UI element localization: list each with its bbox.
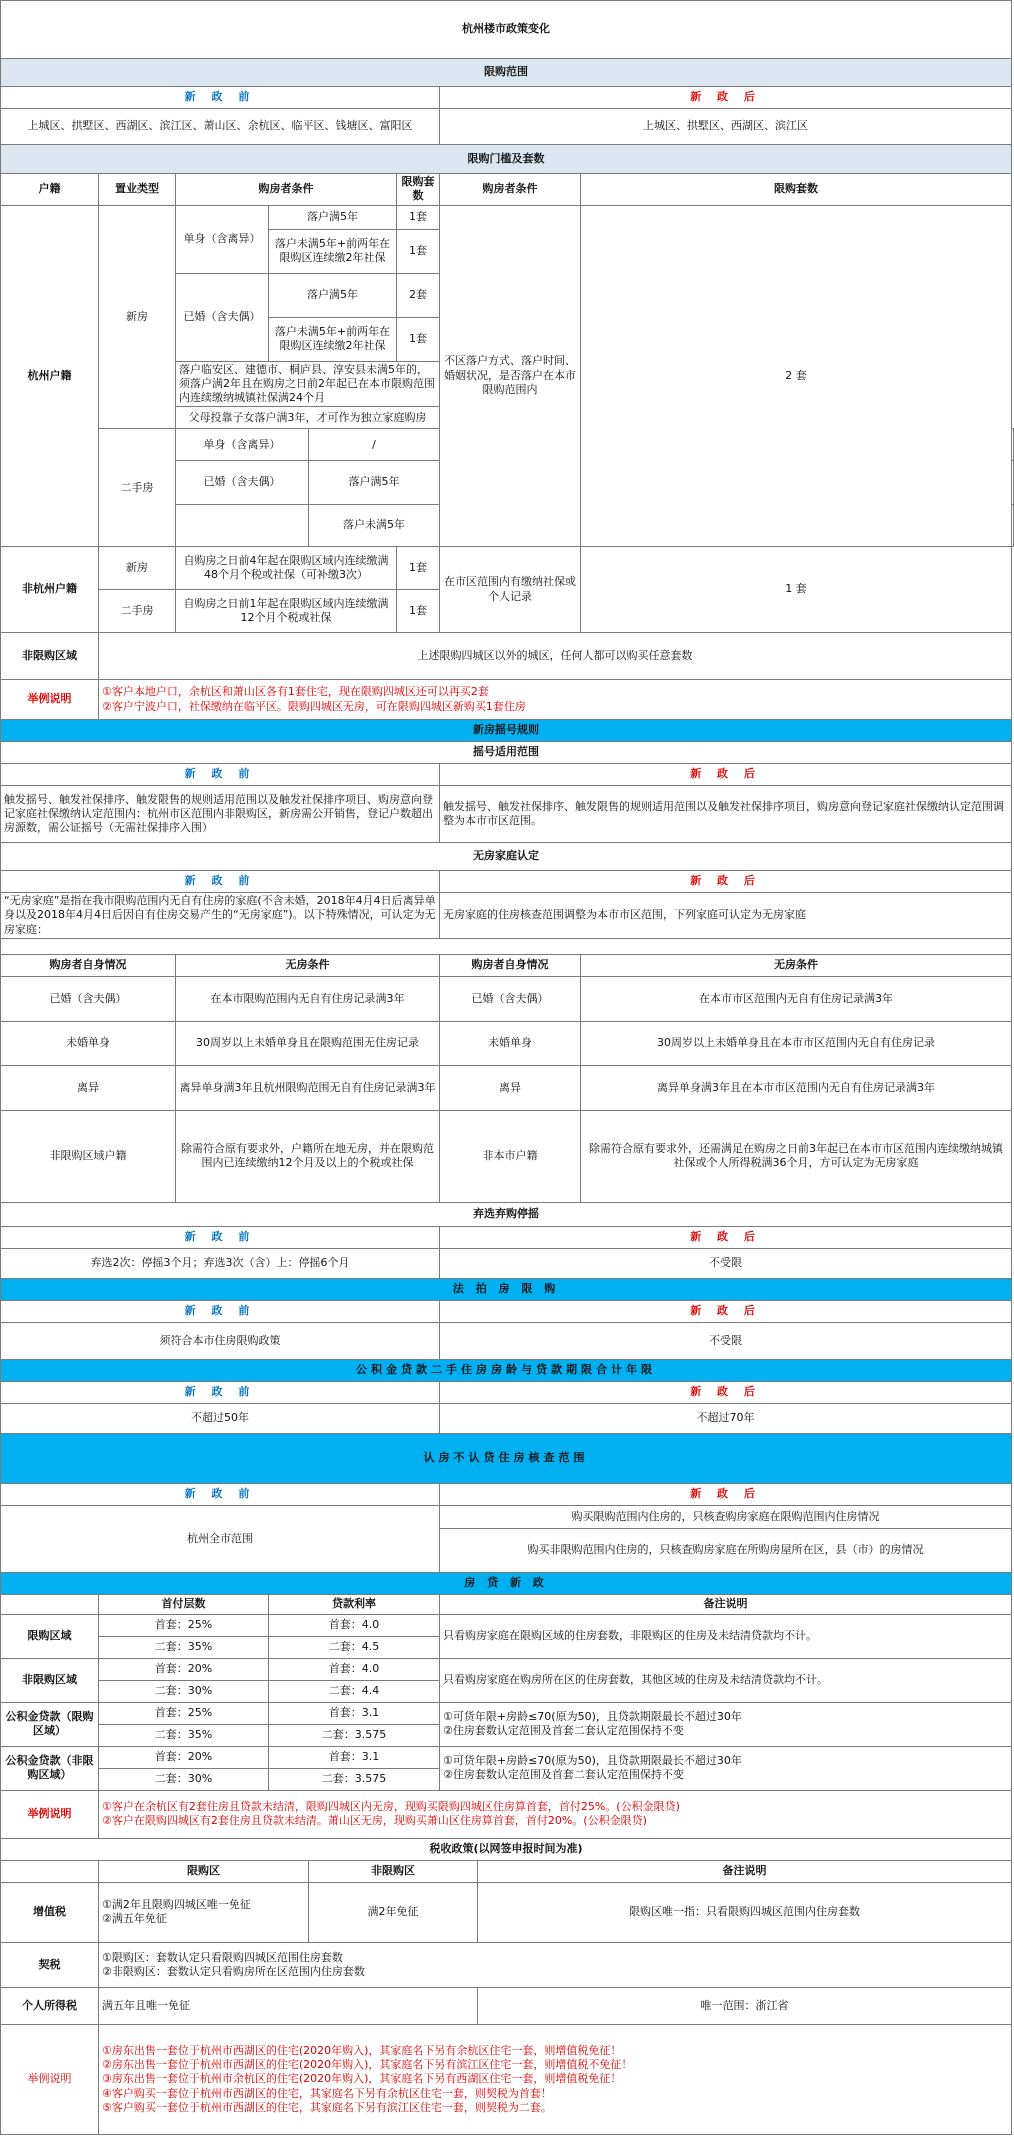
label-after: 新 政 后 [440, 87, 1012, 109]
tax-header-nonlimit: 非限购区 [309, 1860, 478, 1882]
nohouse-row-after: 已婚（含夫偶） [440, 976, 581, 1021]
section-fund-loan-title: 公积金贷款二手住房房龄与贷款期限合计年限 [1, 1359, 1012, 1381]
mortgage-fund-limit-note [440, 1702, 1012, 1746]
nonhz-new-cond: 自购房之日前4年起在限购区域内连续缴满48个月个税或社保（可补缴3次） [176, 547, 397, 590]
nohouse-header-condition-after: 无房条件 [581, 954, 1012, 976]
mortgage-down: 首套：20% [99, 1746, 269, 1768]
mortgage-down: 二套：35% [99, 1724, 269, 1746]
nohouse-spacer [1, 938, 1012, 954]
fund-loan-after: 不超过70年 [440, 1403, 1012, 1433]
hz2-married-5y-count [1012, 461, 1014, 505]
section-lottery-title: 新房摇号规则 [1, 720, 1012, 742]
nonlimit-label: 非限购区域 [1, 633, 99, 680]
nohouse-row-cond: 离异单身满3年且杭州限购范围无自有住房记录满3年 [176, 1065, 440, 1110]
mortgage-nonlimit-label: 非限购区域 [1, 1658, 99, 1702]
hz2-married: 已婚（含夫偶） [176, 461, 309, 505]
tax-vat-note: 限购区唯一指：只看限购四城区范围内住房套数 [478, 1882, 1012, 1942]
hz-parent-condition: 父母投靠子女落户满3年，才可作为独立家庭购房 [176, 407, 440, 429]
tax-deed-1: ①限购区：套数认定只看限购四城区范围住房套数 [102, 1950, 343, 1964]
hz-single-5y-count: 1套 [397, 205, 440, 229]
header-count: 限购套数 [397, 174, 440, 206]
mortgage-down: 首套：20% [99, 1658, 269, 1680]
tax-vat-limit-2: ②满五年免征 [102, 1912, 167, 1926]
threshold-example-2: ②客户宁波户口，社保缴纳在临平区。限购四城区无房，可在限购四城区新购买1套住房 [102, 699, 526, 713]
tax-example-item: ④客户购买一套位于杭州市西湖区的住宅，其家庭名下另有余杭区住宅一套，则契税为首套！ [102, 2086, 552, 2100]
nonhz-second: 二手房 [99, 590, 176, 633]
hz2-single: 单身（含离异） [176, 429, 309, 461]
hz-married: 已婚（含夫偶） [176, 273, 269, 361]
tax-header-limit: 限购区 [99, 1860, 309, 1882]
auction-before: 须符合本市住房限购政策 [1, 1322, 440, 1359]
fund-loan-before: 不超过50年 [1, 1403, 440, 1433]
mortgage-down: 二套：30% [99, 1768, 269, 1790]
mortgage-rate: 二套：3.575 [269, 1768, 440, 1790]
header-type: 置业类型 [99, 174, 176, 206]
mortgage-limit-label: 限购区域 [1, 1614, 99, 1658]
section-nohouse-title: 无房家庭认定 [1, 843, 1012, 871]
nohouse-row-cond-after: 30周岁以上未婚单身且在本市市区范围内无自有住房记录 [581, 1021, 1012, 1065]
mortgage-rate: 首套：4.0 [269, 1658, 440, 1680]
label-after: 新 政 后 [440, 1381, 1012, 1403]
mortgage-fund-note-1: ①可货年限+房龄≤70(原为50)，且贷款期限最长不超过30年 [443, 1710, 742, 1724]
mortgage-header-blank [1, 1594, 99, 1614]
mortgage-rate: 首套：3.1 [269, 1746, 440, 1768]
nohouse-header-situation-after: 购房者自身情况 [440, 954, 581, 976]
label-before: 新 政 前 [1, 764, 440, 786]
page-title: 杭州楼市政策变化 [1, 1, 1012, 59]
hz-married-5y-count: 2套 [397, 273, 440, 317]
nohouse-header-condition: 无房条件 [176, 954, 440, 976]
label-before: 新 政 前 [1, 1300, 440, 1322]
nohouse-row-after: 离异 [440, 1065, 581, 1110]
hz2-single-cond: / [309, 429, 440, 461]
mortgage-rate: 首套：4.0 [269, 1614, 440, 1636]
mortgage-example-label: 举例说明 [1, 1790, 99, 1838]
nonhz-hukou: 非杭州户籍 [1, 547, 99, 633]
threshold-example-label: 举例说明 [1, 680, 99, 720]
after-nonhz-count: 1 套 [581, 547, 1012, 633]
lottery-sub-title: 摇号适用范围 [1, 742, 1012, 764]
mortgage-header-rate: 贷款利率 [269, 1594, 440, 1614]
nonhz-second-count: 1套 [397, 590, 440, 633]
hz2-married-not5y-count [1012, 505, 1014, 547]
section-tax-title: 税收政策(以网签申报时间为准) [1, 1838, 1012, 1860]
mortgage-header-note: 备注说明 [440, 1594, 1012, 1614]
after-nonhz-condition: 在市区范围内有缴纳社保或个人记录 [440, 547, 581, 633]
hz-married-partial: 落户未满5年+前两年在限购区连续缴2年社保 [269, 317, 397, 361]
mortgage-fund-note-1: ①可货年限+房龄≤70(原为50)，且贷款期限最长不超过30年 [443, 1754, 742, 1768]
tax-deed-2: ②非限购区：套数认定只看购房所在区范围内住房套数 [102, 1964, 365, 1978]
mortgage-down: 首套：25% [99, 1614, 269, 1636]
hz-single-partial: 落户未满5年+前两年在限购区连续缴2年社保 [269, 229, 397, 273]
mortgage-down: 二套：30% [99, 1680, 269, 1702]
hz-married-5y: 落户满5年 [269, 273, 397, 317]
hz-second: 二手房 [99, 429, 176, 547]
auction-after: 不受限 [440, 1322, 1012, 1359]
header-count-after: 限购套数 [581, 174, 1012, 206]
nohouse-row: 离异 [1, 1065, 176, 1110]
tax-example-label: 举例说明 [1, 2024, 99, 2134]
mortgage-fund-nonlimit-note [440, 1746, 1012, 1790]
nonhz-new: 新房 [99, 547, 176, 590]
nonhz-new-count: 1套 [397, 547, 440, 590]
label-after: 新 政 后 [440, 871, 1012, 893]
abandon-before: 弃选2次：停摇3个月；弃选3次（含）上：停摇6个月 [1, 1248, 440, 1278]
nohouse-row-cond-after: 离异单身满3年且在本市市区范围内无自有住房记录满3年 [581, 1065, 1012, 1110]
tax-header-note: 备注说明 [478, 1860, 1012, 1882]
tax-example-item: ⑤客户购买一套位于杭州市西湖区的住宅，其家庭名下另有滨江区住宅一套，则契税为二套。 [102, 2100, 552, 2114]
mortgage-down: 二套：35% [99, 1636, 269, 1658]
label-after: 新 政 后 [440, 1226, 1012, 1248]
label-before: 新 政 前 [1, 1226, 440, 1248]
tax-pit-rule: 满五年且唯一免征 [99, 1987, 478, 2024]
mortgage-fund-note-2: ②住房套数认定范围及首套二套认定范围保持不变 [443, 1724, 684, 1738]
label-before: 新 政 前 [1, 1381, 440, 1403]
nohouse-row-cond: 在本市限购范围内无自有住房记录满3年 [176, 976, 440, 1021]
check-scope-before: 杭州全市范围 [1, 1505, 440, 1572]
hz2-married-not5y: 落户未满5年 [309, 505, 440, 547]
scope-after: 上城区、拱墅区、西湖区、滨江区 [440, 109, 1012, 145]
mortgage-rate: 首套：3.1 [269, 1702, 440, 1724]
tax-deed-label: 契税 [1, 1942, 99, 1987]
mortgage-rate: 二套：4.4 [269, 1680, 440, 1702]
section-purchase-scope-title: 限购范围 [1, 59, 1012, 87]
nonhz-second-cond: 自购房之日前1年起在限购区域内连续缴满12个月个税或社保 [176, 590, 397, 633]
mortgage-example-2: ②客户在限购四城区有2套住房且贷款未结清。萧山区无房，现购买萧山区住房算首套，首付20%。(公积金限贷) [102, 1814, 647, 1828]
tax-vat-label: 增值税 [1, 1882, 99, 1942]
nohouse-row-cond-after: 在本市市区范围内无自有住房记录满3年 [581, 976, 1012, 1021]
tax-example-item: ③房东出售一套位于杭州市余杭区的住宅(2020年购入)，其家庭名下另有西湖区住宅一套，则增值税免征！ [102, 2072, 622, 2086]
nohouse-row: 未婚单身 [1, 1021, 176, 1065]
tax-pit-note: 唯一范围：浙江省 [478, 1987, 1012, 2024]
hz-new: 新房 [99, 205, 176, 429]
hz-single-partial-count: 1套 [397, 229, 440, 273]
mortgage-example-1: ①客户在余杭区有2套住房且贷款未结清，限购四城区内无房，现购买限购四城区住房算首套，首付25%。(公积金限贷) [102, 1800, 680, 1814]
tax-deed-text [99, 1942, 1012, 1987]
lottery-after: 触发摇号、触发社保排序、触发限售的规则适用范围以及触发社保排序项目，购房意向登记家庭社保缴纳认定范围调整为本市市区范围。 [440, 786, 1012, 843]
mortgage-down: 首套：25% [99, 1702, 269, 1724]
mortgage-rate: 二套：3.575 [269, 1724, 440, 1746]
hz2-married-cont [176, 505, 309, 547]
nohouse-row-cond: 30周岁以上未婚单身且在限购范围无住房记录 [176, 1021, 440, 1065]
tax-example-item: ①房东出售一套位于杭州市西湖区的住宅(2020年购入)，其家庭名下另有余杭区住宅一套，则增值税免征！ [102, 2043, 622, 2057]
mortgage-example-text [99, 1790, 1012, 1838]
tax-vat-limit [99, 1882, 309, 1942]
hz2-married-5y: 落户满5年 [309, 461, 440, 505]
tax-vat-limit-1: ①满2年且限购四城区唯一免征 [102, 1898, 251, 1912]
nohouse-row-after: 非本市户籍 [440, 1110, 581, 1202]
tax-vat-nonlimit: 满2年免征 [309, 1882, 478, 1942]
scope-before: 上城区、拱墅区、西湖区、滨江区、萧山区、余杭区、临平区、钱塘区、富阳区 [1, 109, 440, 145]
section-threshold-title: 限购门槛及套数 [1, 145, 1012, 174]
mortgage-limit-note: 只看购房家庭在限购区域的住房套数，非限购区的住房及未结清贷款均不计。 [440, 1614, 1012, 1658]
tax-pit-label: 个人所得税 [1, 1987, 99, 2024]
nohouse-row-cond: 除需符合原有要求外，户籍所在地无房，并在限购范围内已连续缴纳12个月及以上的个税或社保 [176, 1110, 440, 1202]
tax-header-blank [1, 1860, 99, 1882]
section-auction-title: 法 拍 房 限 购 [1, 1278, 1012, 1300]
section-mortgage-title: 房 贷 新 政 [1, 1572, 1012, 1594]
hz-single: 单身（含离异） [176, 205, 269, 273]
nohouse-after: 无房家庭的住房核查范围调整为本市市区范围，下列家庭可认定为无房家庭 [440, 893, 1012, 939]
tax-example-text [99, 2024, 1012, 2134]
mortgage-rate: 二套：4.5 [269, 1636, 440, 1658]
label-before: 新 政 前 [1, 871, 440, 893]
abandon-after: 不受限 [440, 1248, 1012, 1278]
lottery-before: 触发摇号、触发社保排序、触发限售的规则适用范围以及触发社保排序项目、购房意向登记家庭社保缴纳认定范围内：杭州市区范围内非限购区，新房需公开销售，登记户数超出房源数，需公证摇号（无需社保排序入围） [1, 786, 440, 843]
section-check-scope-title: 认房不认贷住房核查范围 [1, 1433, 1012, 1483]
check-scope-after-1: 购买限购范围内住房的，只核查购房家庭在限购范围内住房情况 [440, 1505, 1012, 1528]
after-hz-condition: 不区落户方式、落户时间、婚姻状况，是否落户在本市限购范围内 [440, 205, 581, 546]
threshold-example-1: ①客户本地户口，余杭区和萧山区各有1套住宅，现在限购四城区还可以再买2套 [102, 685, 489, 699]
tax-example-item: ②房东出售一套位于杭州市西湖区的住宅(2020年购入)，其家庭名下另有滨江区住宅一套，则增值税不免征！ [102, 2058, 633, 2072]
mortgage-fund-nonlimit-label: 公积金贷款（非限购区域） [1, 1746, 99, 1790]
header-condition-after: 购房者条件 [440, 174, 581, 206]
nohouse-row-after: 未婚单身 [440, 1021, 581, 1065]
nonlimit-text: 上述限购四城区以外的城区，任何人都可以购买任意套数 [99, 633, 1012, 680]
mortgage-nonlimit-note: 只看购房家庭在购房所在区的住房套数，其他区域的住房及未结清贷款均不计。 [440, 1658, 1012, 1702]
mortgage-fund-limit-label: 公积金贷款（限购区域） [1, 1702, 99, 1746]
hz-hukou: 杭州户籍 [1, 205, 99, 546]
check-scope-after-2: 购买非限购范围内住房的，只核查购房家庭在所购房屋所在区，县（市）的房情况 [440, 1528, 1012, 1572]
nohouse-row-cond-after: 除需符合原有要求外，还需满足在购房之日前3年起已在本市市区范围内连续缴纳城镇社保或个人所得税满36个月，方可认定为无房家庭 [581, 1110, 1012, 1202]
hz-single-5y: 落户满5年 [269, 205, 397, 229]
header-condition: 购房者条件 [176, 174, 397, 206]
mortgage-fund-note-2: ②住房套数认定范围及首套二套认定范围保持不变 [443, 1768, 684, 1782]
after-hz-count: 2 套 [581, 205, 1012, 546]
label-before: 新 政 前 [1, 87, 440, 109]
label-after: 新 政 后 [440, 764, 1012, 786]
nohouse-before: “无房家庭”是指在我市限购范围内无自有住房的家庭(不含未婚，2018年4月4日后离异单身以及2018年4月4日后因自有住房交易产生的“无房家庭”)。以下特殊情况，可认定为无房家庭： [1, 893, 440, 939]
nohouse-header-situation: 购房者自身情况 [1, 954, 176, 976]
mortgage-header-down: 首付层数 [99, 1594, 269, 1614]
label-after: 新 政 后 [440, 1483, 1012, 1505]
label-before: 新 政 前 [1, 1483, 440, 1505]
threshold-example-text [99, 680, 1012, 720]
hz-county-condition: 落户临安区、建德市、桐庐县、淳安县未满5年的，须落户满2年且在购房之日前2年起已在本市限购范围内连续缴纳城镇社保满24个月 [176, 361, 440, 407]
hz-married-partial-count: 1套 [397, 317, 440, 361]
section-abandon-title: 弃选弃购停摇 [1, 1202, 1012, 1226]
label-after: 新 政 后 [440, 1300, 1012, 1322]
nohouse-row: 非限购区域户籍 [1, 1110, 176, 1202]
hz2-single-count [1012, 429, 1014, 461]
header-hukou: 户籍 [1, 174, 99, 206]
nohouse-row: 已婚（含夫偶） [1, 976, 176, 1021]
